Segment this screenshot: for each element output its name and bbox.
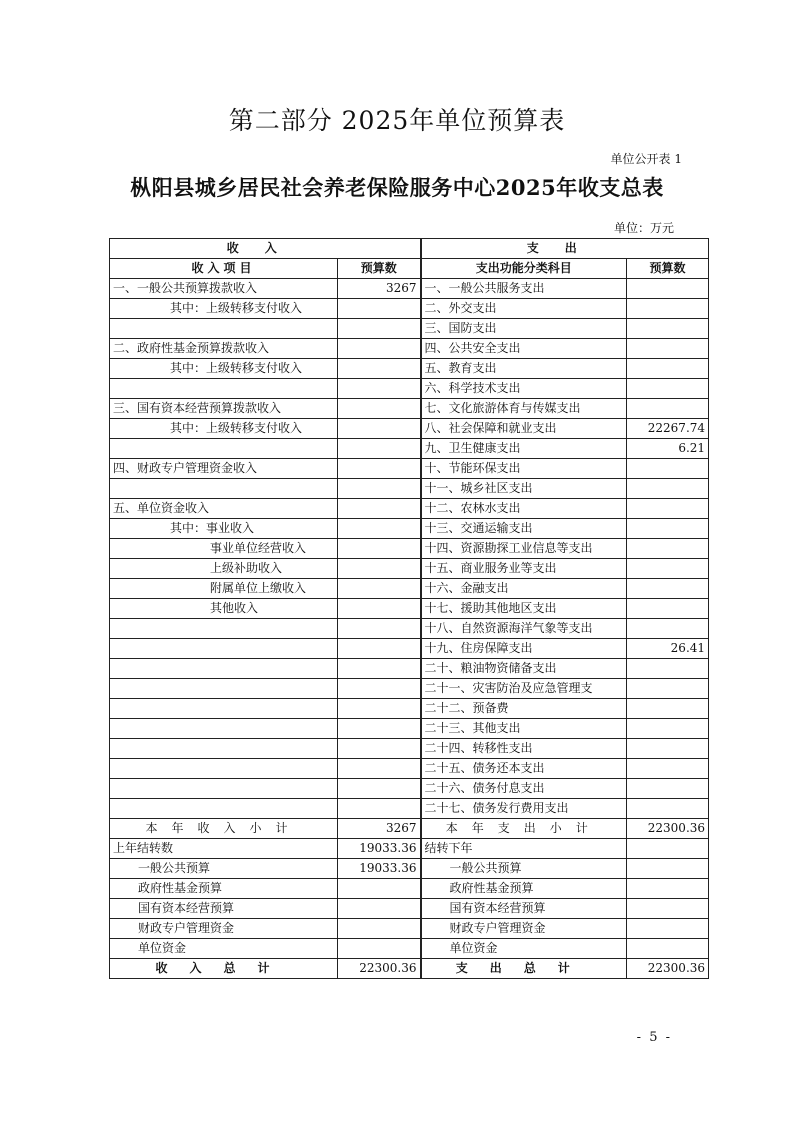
expense-amount-cell bbox=[627, 339, 709, 359]
carry-income-cell: 政府性基金预算 bbox=[110, 879, 338, 899]
income-subtotal-amount: 3267 bbox=[338, 819, 421, 839]
expense-amount-cell bbox=[627, 299, 709, 319]
expense-item-cell: 二十六、债务付息支出 bbox=[421, 779, 627, 799]
expense-amount-cell: 22267.74 bbox=[627, 419, 709, 439]
expense-amount-cell bbox=[627, 279, 709, 299]
income-amount-cell bbox=[338, 319, 421, 339]
income-item-cell: 上级补助收入 bbox=[110, 559, 338, 579]
table-row bbox=[110, 439, 709, 459]
table-row bbox=[110, 399, 709, 419]
expense-item-cell: 二十四、转移性支出 bbox=[421, 739, 627, 759]
income-item-cell: 五、单位资金收入 bbox=[110, 499, 338, 519]
expense-amount-cell: 26.41 bbox=[627, 639, 709, 659]
income-item-header: 收入项目 bbox=[110, 259, 338, 279]
carry-income-amount bbox=[338, 899, 421, 919]
income-item-cell: 事业单位经营收入 bbox=[110, 539, 338, 559]
carry-income-cell: 上年结转数 bbox=[110, 839, 338, 859]
income-amount-cell bbox=[338, 299, 421, 319]
carry-income-cell: 财政专户管理资金 bbox=[110, 919, 338, 939]
subtotal-row bbox=[110, 819, 709, 839]
income-amount-cell bbox=[338, 339, 421, 359]
income-item-cell bbox=[110, 319, 338, 339]
income-amount-cell bbox=[338, 399, 421, 419]
expense-item-cell: 十七、援助其他地区支出 bbox=[421, 599, 627, 619]
expense-amount-cell bbox=[627, 739, 709, 759]
income-item-cell bbox=[110, 479, 338, 499]
income-amount-cell bbox=[338, 699, 421, 719]
total-row bbox=[110, 959, 709, 979]
expense-item-cell: 七、文化旅游体育与传媒支出 bbox=[421, 399, 627, 419]
expense-item-cell: 一、一般公共服务支出 bbox=[421, 279, 627, 299]
expense-subtotal-amount: 22300.36 bbox=[627, 819, 709, 839]
income-amount-cell bbox=[338, 759, 421, 779]
income-item-cell bbox=[110, 739, 338, 759]
table-row bbox=[110, 599, 709, 619]
income-amount-cell bbox=[338, 719, 421, 739]
expense-item-cell: 十六、金融支出 bbox=[421, 579, 627, 599]
table-row bbox=[110, 639, 709, 659]
expense-item-cell: 五、教育支出 bbox=[421, 359, 627, 379]
carry-row bbox=[110, 939, 709, 959]
expense-item-cell: 二十五、债务还本支出 bbox=[421, 759, 627, 779]
income-amount-cell bbox=[338, 499, 421, 519]
expense-total-label: 支出总计 bbox=[421, 959, 627, 979]
expense-amount-cell bbox=[627, 459, 709, 479]
income-item-cell: 附属单位上缴收入 bbox=[110, 579, 338, 599]
income-item-cell bbox=[110, 659, 338, 679]
income-item-cell: 其中：事业收入 bbox=[110, 519, 338, 539]
carry-income-amount bbox=[338, 919, 421, 939]
carry-row bbox=[110, 839, 709, 859]
expense-item-cell: 十二、农林水支出 bbox=[421, 499, 627, 519]
table-row bbox=[110, 619, 709, 639]
carry-row bbox=[110, 859, 709, 879]
group-header-row bbox=[110, 239, 709, 259]
carry-expense-cell: 国有资本经营预算 bbox=[421, 899, 627, 919]
income-item-cell: 其中：上级转移支付收入 bbox=[110, 299, 338, 319]
expense-item-cell: 十九、住房保障支出 bbox=[421, 639, 627, 659]
income-amount-cell bbox=[338, 419, 421, 439]
table-row bbox=[110, 279, 709, 299]
expense-amount-cell bbox=[627, 579, 709, 599]
expense-amount-cell bbox=[627, 619, 709, 639]
table-row bbox=[110, 339, 709, 359]
carry-expense-amount bbox=[627, 899, 709, 919]
income-item-cell: 三、国有资本经营预算拨款收入 bbox=[110, 399, 338, 419]
table-row bbox=[110, 719, 709, 739]
table-row bbox=[110, 579, 709, 599]
table-row bbox=[110, 739, 709, 759]
income-item-cell: 一、一般公共预算拨款收入 bbox=[110, 279, 338, 299]
income-amount-cell bbox=[338, 579, 421, 599]
income-item-cell bbox=[110, 699, 338, 719]
expense-amount-cell bbox=[627, 799, 709, 819]
carry-income-amount: 19033.36 bbox=[338, 859, 421, 879]
income-total-amount: 22300.36 bbox=[338, 959, 421, 979]
carry-income-cell: 一般公共预算 bbox=[110, 859, 338, 879]
expense-amount-cell bbox=[627, 779, 709, 799]
expense-item-header: 支出功能分类科目 bbox=[421, 259, 627, 279]
expense-item-cell: 十一、城乡社区支出 bbox=[421, 479, 627, 499]
income-item-cell bbox=[110, 679, 338, 699]
expense-item-cell: 二十、粮油物资储备支出 bbox=[421, 659, 627, 679]
income-item-cell bbox=[110, 639, 338, 659]
income-amount-cell bbox=[338, 439, 421, 459]
carry-expense-cell: 单位资金 bbox=[421, 939, 627, 959]
income-item-cell bbox=[110, 759, 338, 779]
page-number: - 5 - bbox=[636, 1030, 672, 1045]
expense-amount-cell bbox=[627, 359, 709, 379]
income-amount-cell bbox=[338, 739, 421, 759]
income-amount-cell bbox=[338, 639, 421, 659]
table-row bbox=[110, 679, 709, 699]
expense-item-cell: 二、外交支出 bbox=[421, 299, 627, 319]
expense-amount-cell bbox=[627, 719, 709, 739]
income-amount-cell bbox=[338, 619, 421, 639]
table-row bbox=[110, 559, 709, 579]
table-row bbox=[110, 779, 709, 799]
carry-income-amount bbox=[338, 939, 421, 959]
carry-expense-amount bbox=[627, 939, 709, 959]
income-amount-cell bbox=[338, 779, 421, 799]
income-total-label: 收入总计 bbox=[110, 959, 338, 979]
table-row bbox=[110, 539, 709, 559]
table-row bbox=[110, 459, 709, 479]
carry-income-amount: 19033.36 bbox=[338, 839, 421, 859]
income-amount-cell bbox=[338, 359, 421, 379]
expense-amount-cell bbox=[627, 559, 709, 579]
income-amount-header: 预算数 bbox=[338, 259, 421, 279]
expense-item-cell: 十五、商业服务业等支出 bbox=[421, 559, 627, 579]
expense-total-amount: 22300.36 bbox=[627, 959, 709, 979]
income-amount-cell bbox=[338, 659, 421, 679]
table-row bbox=[110, 759, 709, 779]
expense-amount-cell: 6.21 bbox=[627, 439, 709, 459]
table-row bbox=[110, 319, 709, 339]
carry-expense-cell: 结转下年 bbox=[421, 839, 627, 859]
expense-amount-cell bbox=[627, 699, 709, 719]
income-item-cell: 二、政府性基金预算拨款收入 bbox=[110, 339, 338, 359]
carry-income-cell: 国有资本经营预算 bbox=[110, 899, 338, 919]
table-row bbox=[110, 419, 709, 439]
income-amount-cell bbox=[338, 559, 421, 579]
carry-expense-cell: 财政专户管理资金 bbox=[421, 919, 627, 939]
expense-item-cell: 六、科学技术支出 bbox=[421, 379, 627, 399]
carry-income-amount bbox=[338, 879, 421, 899]
table-row bbox=[110, 659, 709, 679]
income-amount-cell bbox=[338, 799, 421, 819]
expense-amount-header: 预算数 bbox=[627, 259, 709, 279]
income-item-cell: 其中：上级转移支付收入 bbox=[110, 359, 338, 379]
income-subtotal-label: 本年收入小计 bbox=[110, 819, 338, 839]
expense-item-cell: 二十二、预备费 bbox=[421, 699, 627, 719]
carry-expense-amount bbox=[627, 859, 709, 879]
expense-amount-cell bbox=[627, 599, 709, 619]
income-item-cell: 其中：上级转移支付收入 bbox=[110, 419, 338, 439]
page-heading: 第二部分 2025年单位预算表 bbox=[228, 106, 566, 135]
carry-expense-cell: 一般公共预算 bbox=[421, 859, 627, 879]
income-amount-cell bbox=[338, 599, 421, 619]
expense-item-cell: 九、卫生健康支出 bbox=[421, 439, 627, 459]
expense-item-cell: 十八、自然资源海洋气象等支出 bbox=[421, 619, 627, 639]
income-amount-cell bbox=[338, 539, 421, 559]
expense-amount-cell bbox=[627, 659, 709, 679]
expense-subtotal-label: 本年支出小计 bbox=[421, 819, 627, 839]
carry-expense-amount bbox=[627, 919, 709, 939]
table-row bbox=[110, 479, 709, 499]
income-item-cell bbox=[110, 779, 338, 799]
income-item-cell bbox=[110, 379, 338, 399]
carry-expense-cell: 政府性基金预算 bbox=[421, 879, 627, 899]
carry-expense-amount bbox=[627, 839, 709, 859]
income-amount-cell bbox=[338, 459, 421, 479]
income-item-cell bbox=[110, 439, 338, 459]
expense-amount-cell bbox=[627, 759, 709, 779]
income-item-cell bbox=[110, 799, 338, 819]
carry-row bbox=[110, 879, 709, 899]
income-amount-cell: 3267 bbox=[338, 279, 421, 299]
expense-item-cell: 十四、资源勘探工业信息等支出 bbox=[421, 539, 627, 559]
table-row bbox=[110, 519, 709, 539]
table-code: 单位公开表 1 bbox=[610, 152, 682, 166]
expense-amount-cell bbox=[627, 519, 709, 539]
unit-label: 单位：万元 bbox=[613, 221, 674, 235]
income-amount-cell bbox=[338, 679, 421, 699]
expense-amount-cell bbox=[627, 539, 709, 559]
income-item-cell bbox=[110, 619, 338, 639]
table-row bbox=[110, 499, 709, 519]
expense-item-cell: 二十七、债务发行费用支出 bbox=[421, 799, 627, 819]
carry-row bbox=[110, 899, 709, 919]
income-item-cell: 其他收入 bbox=[110, 599, 338, 619]
expense-item-cell: 三、国防支出 bbox=[421, 319, 627, 339]
expense-item-cell: 十三、交通运输支出 bbox=[421, 519, 627, 539]
expense-item-cell: 四、公共安全支出 bbox=[421, 339, 627, 359]
expense-item-cell: 十、节能环保支出 bbox=[421, 459, 627, 479]
carry-row bbox=[110, 919, 709, 939]
expense-item-cell: 二十三、其他支出 bbox=[421, 719, 627, 739]
carry-expense-amount bbox=[627, 879, 709, 899]
expense-amount-cell bbox=[627, 379, 709, 399]
expense-group-header: 支出 bbox=[421, 239, 709, 259]
expense-amount-cell bbox=[627, 319, 709, 339]
income-amount-cell bbox=[338, 519, 421, 539]
income-item-cell: 四、财政专户管理资金收入 bbox=[110, 459, 338, 479]
expense-amount-cell bbox=[627, 399, 709, 419]
column-header-row bbox=[110, 259, 709, 279]
expense-item-cell: 二十一、灾害防治及应急管理支 bbox=[421, 679, 627, 699]
income-item-cell bbox=[110, 719, 338, 739]
income-amount-cell bbox=[338, 379, 421, 399]
income-group-header: 收入 bbox=[110, 239, 421, 259]
table-row bbox=[110, 299, 709, 319]
table-row bbox=[110, 799, 709, 819]
expense-amount-cell bbox=[627, 499, 709, 519]
table-row bbox=[110, 359, 709, 379]
report-title: 枞阳县城乡居民社会养老保险服务中心2025年收支总表 bbox=[130, 175, 664, 200]
expense-amount-cell bbox=[627, 679, 709, 699]
expense-amount-cell bbox=[627, 479, 709, 499]
expense-item-cell: 八、社会保障和就业支出 bbox=[421, 419, 627, 439]
table-row bbox=[110, 379, 709, 399]
table-row bbox=[110, 699, 709, 719]
carry-income-cell: 单位资金 bbox=[110, 939, 338, 959]
budget-summary-table bbox=[109, 238, 709, 979]
income-amount-cell bbox=[338, 479, 421, 499]
